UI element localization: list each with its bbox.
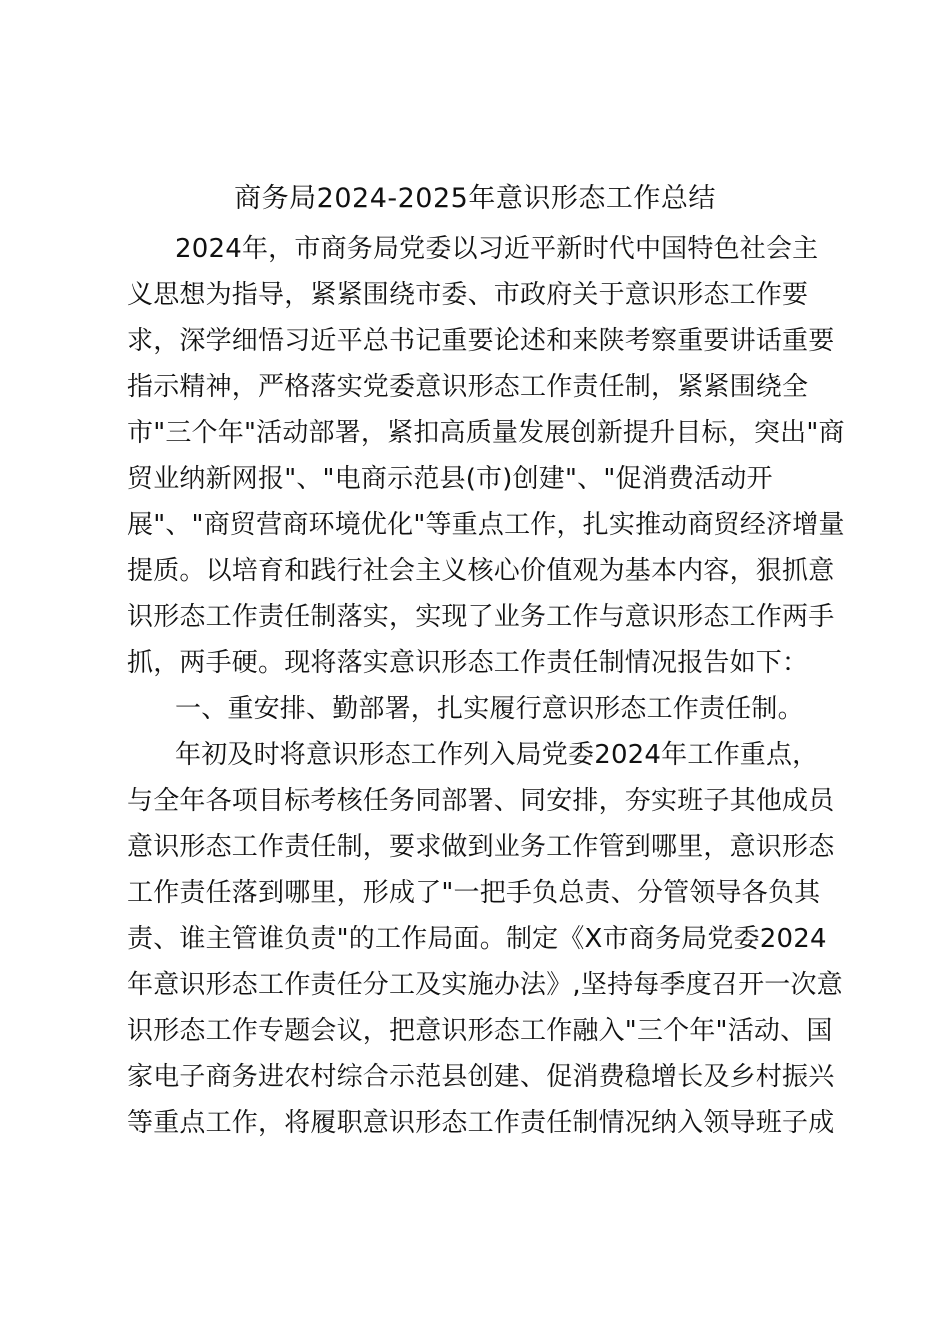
paragraph-line: 2024年，市商务局党委以习近平新时代中国特色社会主	[175, 234, 819, 264]
paragraph-line: 识形态工作专题会议，把意识形态工作融入"三个年"活动、国	[127, 1016, 833, 1046]
paragraph-line: 意识形态工作责任制，要求做到业务工作管到哪里，意识形态	[127, 832, 835, 862]
document-body	[127, 226, 845, 1146]
paragraph-line: 年意识形态工作责任分工及实施办法》,坚持每季度召开一次意	[127, 970, 843, 1000]
paragraph-line: 责、谁主管谁负责"的工作局面。制定《X市商务局党委2024	[127, 924, 827, 954]
paragraph-line: 等重点工作，将履职意识形态工作责任制情况纳入领导班子成	[127, 1108, 835, 1138]
paragraph-line: 展"、"商贸营商环境优化"等重点工作，扎实推动商贸经济增量	[127, 510, 845, 540]
paragraph-line: 与全年各项目标考核任务同部署、同安排，夯实班子其他成员	[127, 786, 835, 816]
paragraph-line: 指示精神，严格落实党委意识形态工作责任制，紧紧围绕全	[127, 372, 809, 402]
section-heading: 一、重安排、勤部署，扎实履行意识形态工作责任制。	[175, 694, 804, 724]
paragraph-line: 识形态工作责任制落实，实现了业务工作与意识形态工作两手	[127, 602, 835, 632]
paragraph-line: 义思想为指导，紧紧围绕市委、市政府关于意识形态工作要	[127, 280, 809, 310]
paragraph-line: 家电子商务进农村综合示范县创建、促消费稳增长及乡村振兴	[127, 1062, 835, 1092]
paragraph-line: 抓，两手硬。现将落实意识形态工作责任制情况报告如下：	[127, 648, 809, 678]
paragraph-line: 求，深学细悟习近平总书记重要论述和来陕考察重要讲话重要	[127, 326, 835, 356]
paragraph-line: 年初及时将意识形态工作列入局党委2024年工作重点，	[175, 740, 819, 770]
paragraph-line: 贸业纳新网报"、"电商示范县(市)创建"、"促消费活动开	[127, 464, 773, 494]
paragraph-line: 工作责任落到哪里，形成了"一把手负总责、分管领导各负其	[127, 878, 821, 908]
paragraph-line: 市"三个年"活动部署，紧扣高质量发展创新提升目标，突出"商	[127, 418, 845, 448]
paragraph-line: 提质。以培育和践行社会主义核心价值观为基本内容，狠抓意	[127, 556, 835, 586]
document-title: 商务局2024-2025年意识形态工作总结	[234, 183, 716, 214]
